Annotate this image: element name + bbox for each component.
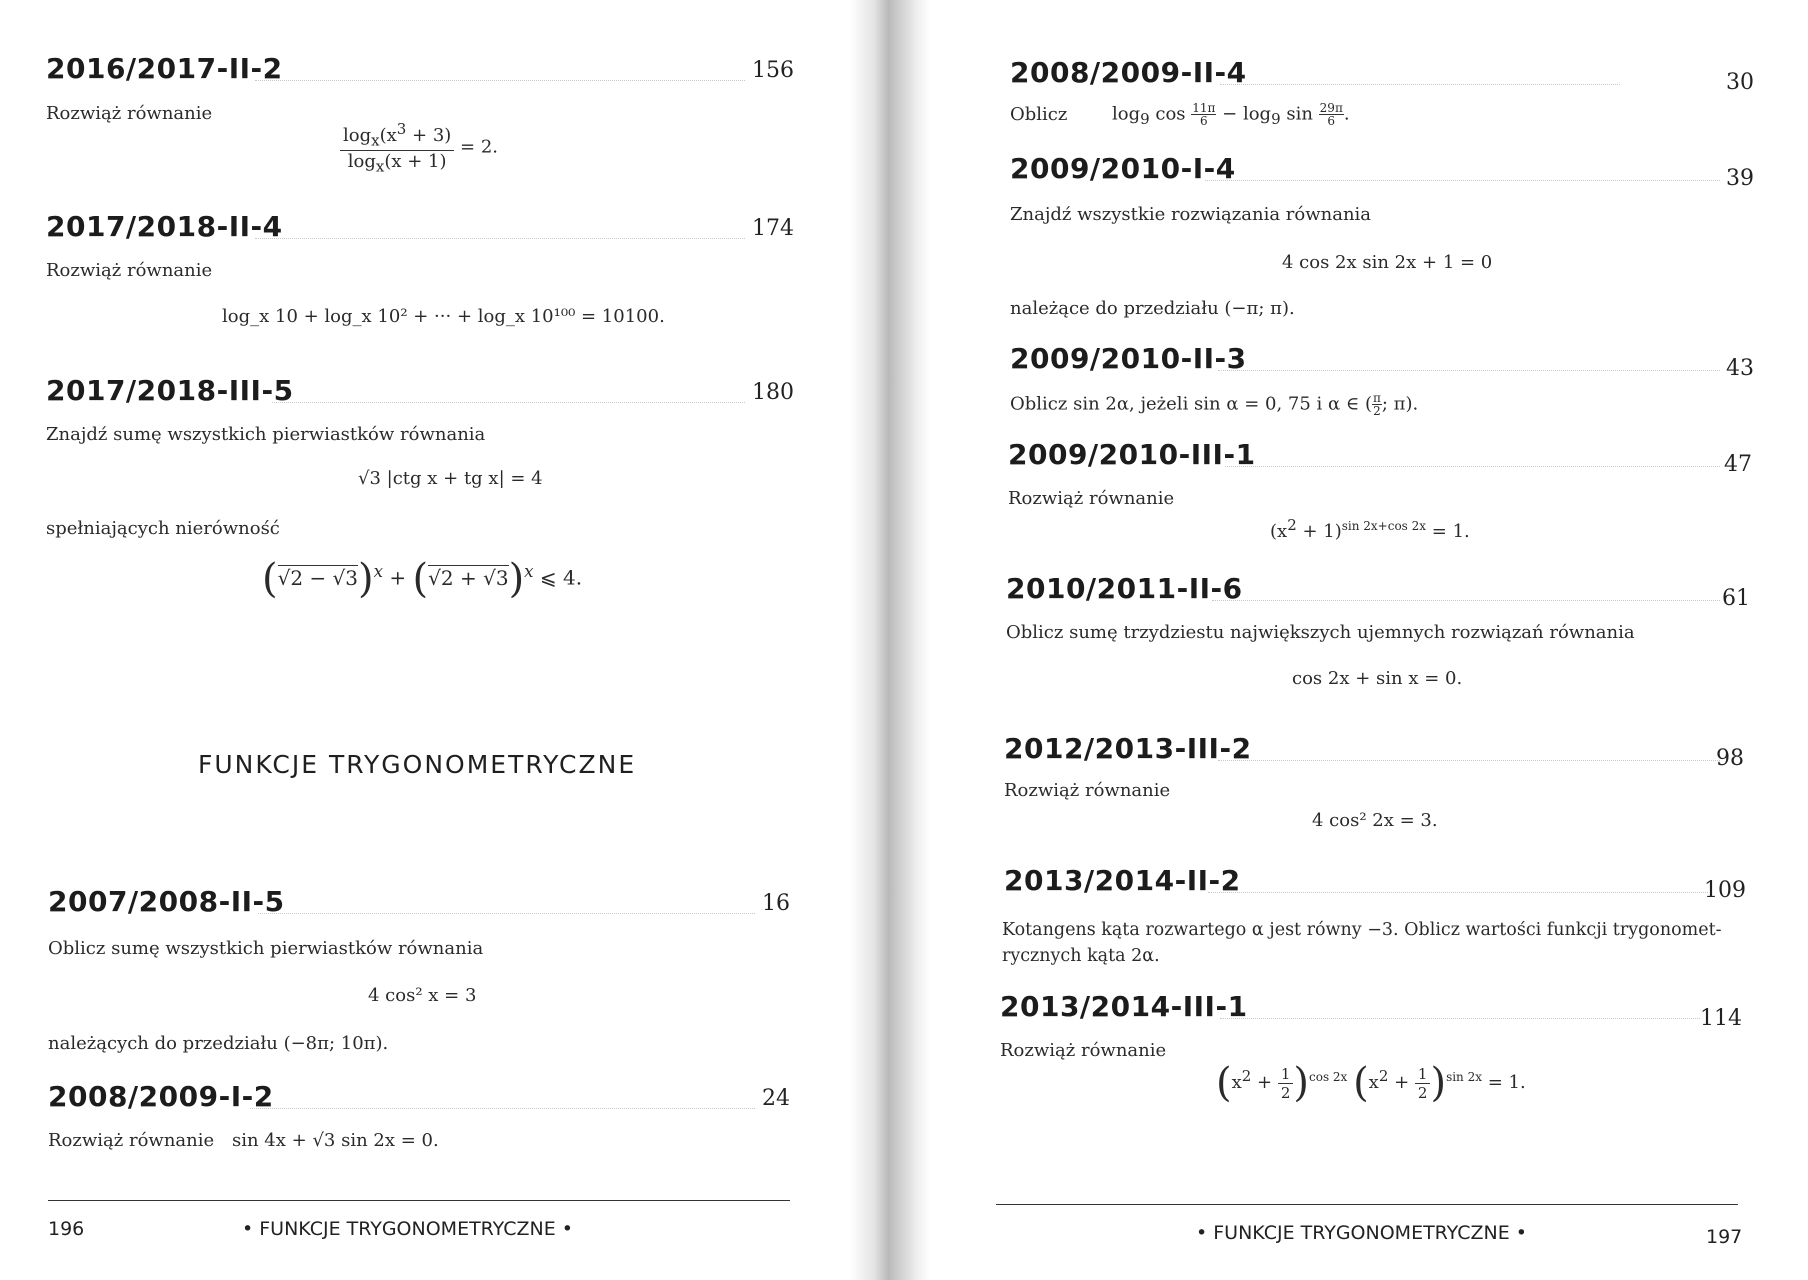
dot-leader (1212, 600, 1720, 601)
problem-code: 2007/2008-II-5 (48, 885, 285, 918)
footer-rule (48, 1200, 790, 1201)
left-page (0, 0, 880, 1280)
problem-page-ref: 39 (1726, 166, 1754, 191)
problem-code: 2016/2017-II-2 (46, 52, 283, 85)
problem-text: Oblicz sumę wszystkich pierwiastków równania (48, 938, 484, 959)
problem-text: Oblicz sin 2α, jeżeli sin α = 0, 75 i α ∈ ( $\frac{\pi}{2}$ ; π). (1010, 391, 1419, 418)
problem-formula: ($x^2$ + $\frac{1}{2}$ )$^{cos 2x}$ ($x^2$ + $\frac{1}{2}$ )$^{sin 2x}$ = 1. (1216, 1060, 1526, 1106)
dot-leader (250, 1108, 755, 1109)
problem-text: Kotangens kąta rozwartego α jest równy −3. Oblicz wartości funkcji trygonomet- (1002, 920, 1722, 940)
problem-code: 2017/2018-II-4 (46, 210, 283, 243)
footer-rule (996, 1204, 1738, 1205)
dot-leader (1205, 180, 1720, 181)
problem-formula: 4 cos² 2x = 3. (1312, 810, 1438, 831)
problem-text: Znajdź wszystkie rozwiązania równania (1010, 204, 1372, 225)
problem-page-ref: 30 (1726, 70, 1754, 95)
problem-text: Rozwiąż równanie (1008, 488, 1175, 509)
problem-code: 2013/2014-II-2 (1004, 864, 1241, 897)
problem-inequality: $(√2 - √3)^x + (√2 + √3)^x$ ⩽ 4. (262, 556, 583, 602)
problem-text: Rozwiąż równanie (48, 1130, 215, 1151)
dot-leader (1218, 760, 1720, 761)
problem-code: 2008/2009-I-2 (48, 1080, 274, 1113)
problem-formula: √3 |ctg x + tg x| = 4 (358, 468, 543, 489)
problem-formula: sin 4x + √3 sin 2x = 0. (232, 1130, 439, 1151)
problem-formula: $\log_9 \cos$ $\frac{11\pi}{6}$ − $\log_9 \sin$ $\frac{29\pi}{6}$ . (1112, 101, 1350, 129)
problem-formula: 4 cos 2x sin 2x + 1 = 0 (1282, 252, 1493, 273)
dot-leader (1220, 84, 1620, 85)
problem-text: Rozwiąż równanie (1000, 1040, 1167, 1061)
problem-page-ref: 109 (1704, 878, 1746, 903)
problem-code: 2008/2009-II-4 (1010, 56, 1247, 89)
dot-leader (1225, 466, 1720, 467)
section-title: FUNKCJE TRYGONOMETRYCZNE (198, 750, 637, 779)
problem-formula: cos 2x + sin x = 0. (1292, 668, 1463, 689)
problem-text: Znajdź sumę wszystkich pierwiastków równania (46, 424, 486, 445)
problem-page-ref: 180 (752, 380, 794, 405)
problem-code: 2012/2013-III-2 (1004, 732, 1252, 765)
problem-text-continued: spełniających nierówność (46, 518, 280, 539)
problem-page-ref: 16 (762, 891, 790, 916)
problem-code: 2013/2014-III-1 (1000, 990, 1248, 1023)
problem-page-ref: 24 (762, 1086, 790, 1111)
problem-code: 2009/2010-I-4 (1010, 152, 1236, 185)
problem-formula: 4 cos² x = 3 (368, 985, 477, 1006)
problem-text-continued: należących do przedziału (−8π; 10π). (48, 1033, 389, 1054)
footer-page-number: 197 (1706, 1226, 1743, 1248)
problem-page-ref: 61 (1722, 586, 1750, 611)
problem-formula: $(x^2 + 1)^{sin 2x+cos 2x} = 1$. (1270, 516, 1470, 542)
problem-code: 2010/2011-II-6 (1006, 572, 1243, 605)
problem-page-ref: 174 (752, 216, 794, 241)
problem-page-ref: 43 (1726, 356, 1754, 381)
problem-text: Rozwiąż równanie (46, 103, 213, 124)
problem-text: Oblicz sumę trzydziestu największych ujemnych rozwiązań równania (1006, 622, 1635, 643)
footer-running-title: • FUNKCJE TRYGONOMETRYCZNE • (242, 1218, 573, 1240)
problem-page-ref: 114 (1700, 1006, 1742, 1031)
problem-code: 2017/2018-III-5 (46, 374, 294, 407)
problem-text: Rozwiąż równanie (1004, 780, 1171, 801)
footer-page-number: 196 (48, 1218, 85, 1240)
problem-text-continued: rycznych kąta 2α. (1002, 946, 1160, 966)
problem-text: Rozwiąż równanie (46, 260, 213, 281)
right-page (900, 0, 1808, 1280)
problem-formula: $\frac{\log_x(x^3 + 3)}{\log_x(x + 1)}$ = 2. (340, 120, 498, 175)
problem-text-continued: należące do przedziału (−π; π). (1010, 298, 1295, 319)
problem-code: 2009/2010-II-3 (1010, 342, 1247, 375)
problem-page-ref: 98 (1716, 746, 1744, 771)
footer-running-title: • FUNKCJE TRYGONOMETRYCZNE • (1196, 1222, 1527, 1244)
problem-page-ref: 47 (1724, 452, 1752, 477)
dot-leader (258, 913, 755, 914)
problem-text: Oblicz (1010, 104, 1068, 125)
dot-leader (255, 238, 745, 239)
dot-leader (1218, 370, 1720, 371)
problem-code: 2009/2010-III-1 (1008, 438, 1256, 471)
dot-leader (255, 80, 745, 81)
problem-formula: log_x 10 + log_x 10² + ··· + log_x 10¹⁰⁰ = 10100. (222, 306, 665, 327)
dot-leader (1220, 1018, 1700, 1019)
problem-page-ref: 156 (752, 58, 794, 83)
dot-leader (272, 402, 745, 403)
dot-leader (1208, 892, 1708, 893)
